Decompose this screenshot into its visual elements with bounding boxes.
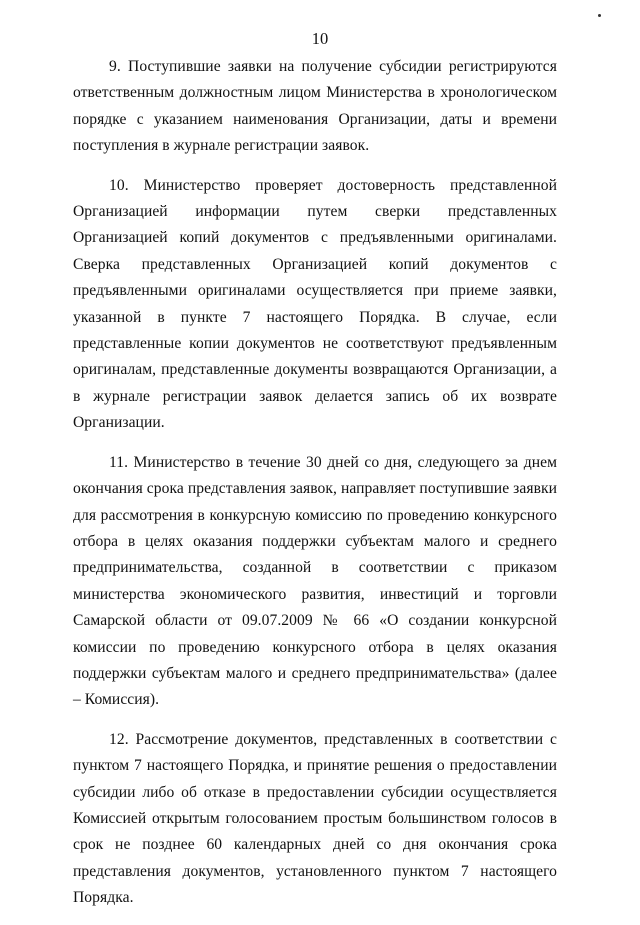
paragraph-9: 9. Поступившие заявки на получение субсидии регистрируются ответственным должностным лицом Министерства в хронологическом порядке с указанием наименования Организации, даты и времени поступления в журнале регистрации заявок.	[73, 58, 557, 155]
page-number: 10	[311, 29, 329, 48]
scan-artifact-dot	[598, 14, 601, 17]
paragraph-11: 11. Министерство в течение 30 дней со дня, следующего за днем окончания срока представления заявок, направляет поступившие заявки для рассмотрения в конкурсную комиссию по проведению конкурсного отбора в целях оказания поддержки субъектам малого и среднего предпринимательства, созданной в соответствии с приказом министерства экономического развития, инвестиций и торговли Самарской области от 09.07.2009 № 66 «О создании конкурсной комиссии по проведению конкурсного отбора в целях оказания поддержки субъектам малого и среднего предпринимательства» (далее – Комиссия).	[73, 453, 557, 709]
paragraph-10: 10. Министерство проверяет достоверность представленной Организацией информации путем сверки представленных Организацией копий документов с предъявленными оригиналами. Сверка представленных Организацией копий документов с предъявленными оригиналами осуществляется при приеме заявки, указанной в пункте 7 настоящего Порядка. В случае, если представленные копии документов не соответствуют предъявленным оригиналам, представленные документы возвращаются Организации, а в журнале регистрации заявок делается запись об их возврате Организации.	[73, 176, 557, 432]
paragraph-12: 12. Рассмотрение документов, представленных в соответствии с пунктом 7 настоящего Порядка, и принятие решения о предоставлении субсидии либо об отказе в предоставлении субсидии осуществляется Комиссией открытым голосованием простым большинством голосов в срок не позднее 60 календарных дней со дня окончания срока представления документов, установленного пунктом 7 настоящего Порядка.	[73, 730, 557, 907]
document-body	[73, 54, 557, 925]
